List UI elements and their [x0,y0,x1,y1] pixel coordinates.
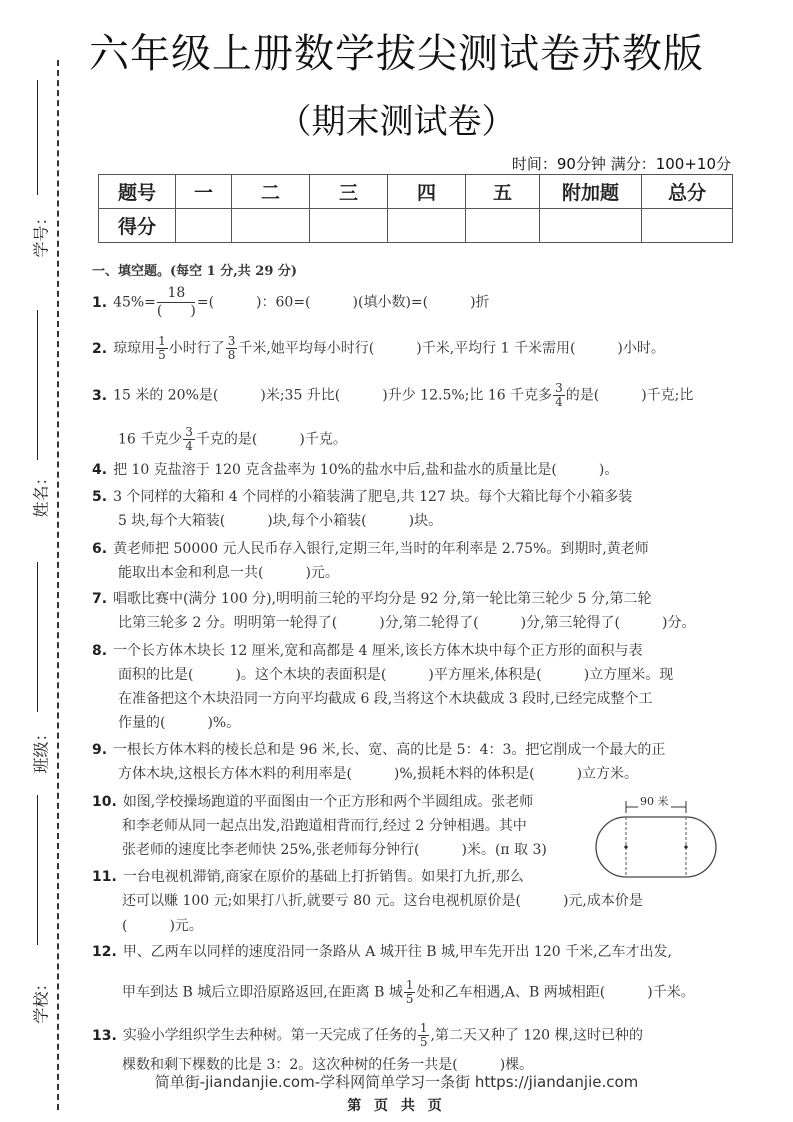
question-text: 如图,学校操场跑道的平面图由一个正方形和两个半圆组成。张老师 [122,794,534,810]
fraction [157,285,196,320]
numerator: 1 [158,334,166,348]
numerator: 1 [419,1021,428,1035]
table-cell: 附加题 [540,175,642,209]
denominator: 4 [185,439,193,453]
question-text: ,第二天又种了 120 棵,这时已种的 [430,1027,643,1044]
numerator: 3 [227,334,236,348]
denominator: 5 [158,348,166,362]
question-number: 10. [92,794,117,810]
question-5-line-2: 5 块,每个大箱装( )块,每个小箱装( )块。 [118,513,443,529]
table-cell: 三 [310,175,388,209]
question-text: 一根长方体木料的棱长总和是 96 米,长、宽、高的比是 5：4：3。把它削成一个最大的正 [113,742,666,758]
numerator: 3 [185,425,193,439]
question-8-line-3: 在准备把这个木块沿同一方向平均截成 6 段,当将这个木块截成 3 段时,已经完成整个工 [118,691,653,707]
question-number: 13. [92,1027,117,1044]
student-id-label: 学号： [31,209,51,258]
denominator: 5 [405,992,414,1006]
question-number: 12. [92,944,117,960]
running-track-diagram [592,797,720,879]
question-text: 把 10 克盐溶于 120 克含盐率为 10%的盐水中后,盐和盐水的质量比是( )。 [113,462,619,478]
table-cell: 得分 [99,209,176,243]
class-line [37,562,38,712]
question-8 [92,642,642,661]
question-12 [92,943,672,962]
question-3 [92,382,693,409]
score-input-cell[interactable] [232,209,310,243]
question-text: 一台电视机滞销,商家在原价的基础上打折销售。如果打九折,那么 [122,869,524,885]
table-cell: 总分 [642,175,733,209]
question-7 [92,590,651,609]
numerator: 3 [555,381,563,395]
page-footer: 第 页 共 页 [347,1098,446,1114]
numerator: 18 [157,285,195,303]
table-cell: 五 [466,175,540,209]
question-13-line-2: 棵数和剩下棵数的比是 3：2。这次种树的任务一共是( )棵。 [122,1057,534,1073]
score-input-cell[interactable] [642,209,733,243]
question-9-line-2: 方体木块,这根长方体木料的利用率是( )%,损耗木料的体积是( )立方米。 [118,766,639,782]
question-3-line-2 [92,426,347,453]
question-10-line-2: 和李老师从同一起点出发,沿跑道相背而行,经过 2 分钟相遇。其中 [122,818,527,834]
fraction [418,1022,430,1049]
question-text: 处和乙车相遇,A、B 两城相距( )千米。 [416,984,695,1001]
question-text: 千克的是( )千克。 [195,431,347,448]
table-cell: 四 [388,175,466,209]
score-input-cell[interactable] [388,209,466,243]
question-number: 8. [92,643,108,659]
question-text: 45%= [113,294,156,311]
denominator: 5 [419,1035,428,1049]
question-text: 琼琼用 [113,340,156,357]
question-4 [92,461,618,480]
class-label: 班级： [31,725,51,774]
numerator: 1 [405,978,414,992]
fraction [183,426,195,453]
question-8-line-2: 面积的比是( )。这个木块的表面积是( )平方厘米,体积是( )立方厘米。现 [118,667,674,683]
question-number: 1. [92,294,108,311]
question-1 [92,285,490,320]
table-cell: 一 [176,175,232,209]
question-text: 小时行了 [168,340,225,357]
binding-dashed-line [57,60,59,1110]
question-number: 7. [92,591,108,607]
question-6-line-2: 能取出本金和利息一共( )元。 [118,565,339,581]
question-5 [92,488,632,507]
fraction [156,335,168,362]
fraction [553,382,565,409]
score-input-cell[interactable] [466,209,540,243]
question-number: 5. [92,489,108,505]
question-2 [92,335,665,362]
table-cell: 题号 [99,175,176,209]
fraction [226,335,238,362]
question-text: =( )：60=( )(填小数)=( )折 [196,294,490,311]
score-input-cell[interactable] [176,209,232,243]
running-track-figure [592,797,720,879]
score-table [98,174,733,243]
question-text: 实验小学组织学生去种树。第一天完成了任务的 [122,1027,417,1044]
school-line [37,795,38,945]
question-number: 6. [92,541,108,557]
question-9 [92,741,665,760]
figure-label: 90 米 [640,795,669,808]
question-11-line-3: ( )元。 [122,918,203,934]
question-text: 甲、乙两车以同样的速度沿同一条路从 A 城开往 B 城,甲车先开出 120 千米,乙车才出发, [122,944,672,960]
question-text: 黄老师把 50000 元人民币存入银行,定期三年,当时的年利率是 2.75%。到期时,黄老师 [113,541,649,557]
page-title: 六年级上册数学拔尖测试卷苏教版 [89,31,704,77]
question-text: 千米,她平均每小时行( )千米,平均行 1 千米需用( )小时。 [238,340,665,357]
denominator: 8 [227,348,236,362]
question-10 [92,793,533,812]
question-text: 的是( )千克;比 [565,387,694,404]
question-text: 一个长方体木块长 12 厘米,宽和高都是 4 厘米,该长方体木块中每个正方形的面积与表 [113,643,643,659]
question-text: 3 个同样的大箱和 4 个同样的小箱装满了肥皂,共 127 块。每个大箱比每个小箱多装 [113,489,633,505]
question-11 [92,868,524,887]
school-label: 学校： [31,975,51,1024]
score-input-cell[interactable] [540,209,642,243]
name-line [37,310,38,460]
question-text: 唱歌比赛中(满分 100 分),明明前三轮的平均分是 92 分,第一轮比第三轮少 5 分,第二轮 [113,591,652,607]
table-cell: 二 [232,175,310,209]
question-text: 15 米的 20%是( )米;35 升比( )升少 12.5%;比 16 千克多 [113,387,553,404]
question-number: 11. [92,869,117,885]
denominator: 4 [555,395,563,409]
denominator: ( ) [156,303,196,319]
question-8-line-4: 作量的( )%。 [118,715,241,731]
question-10-line-3: 张老师的速度比李老师快 25%,张老师每分钟行( )米。(π 取 3) [122,842,547,858]
score-table-score-row [99,209,733,243]
question-12-line-2 [92,979,695,1006]
page-subtitle: （期末测试卷） [277,102,516,142]
question-text: 甲车到达 B 城后立即沿原路返回,在距离 B 城 [122,984,403,1001]
exam-meta: 时间：90分钟 满分：100+10分 [511,155,731,173]
score-input-cell[interactable] [310,209,388,243]
question-11-line-2: 还可以赚 100 元;如果打八折,就要亏 80 元。这台电视机原价是( )元,成本价是 [122,893,643,909]
question-number: 2. [92,340,108,357]
section-heading: 一、填空题。(每空 1 分,共 29 分) [92,264,298,279]
question-13 [92,1022,643,1049]
question-number: 4. [92,462,108,478]
question-7-line-2: 比第三轮多 2 分。明明第一轮得了( )分,第二轮得了( )分,第三轮得了( )分。 [118,615,696,631]
watermark: 简单街-jiandanjie.com-学科网简单学习一条街 https://jiandanjie.com [154,1073,639,1091]
name-label: 姓名： [31,469,51,518]
question-number: 3. [92,387,108,404]
fraction [404,979,416,1006]
question-number: 9. [92,742,108,758]
question-text: 16 千克少 [118,431,183,448]
question-6 [92,540,649,559]
score-table-header-row [99,175,733,209]
